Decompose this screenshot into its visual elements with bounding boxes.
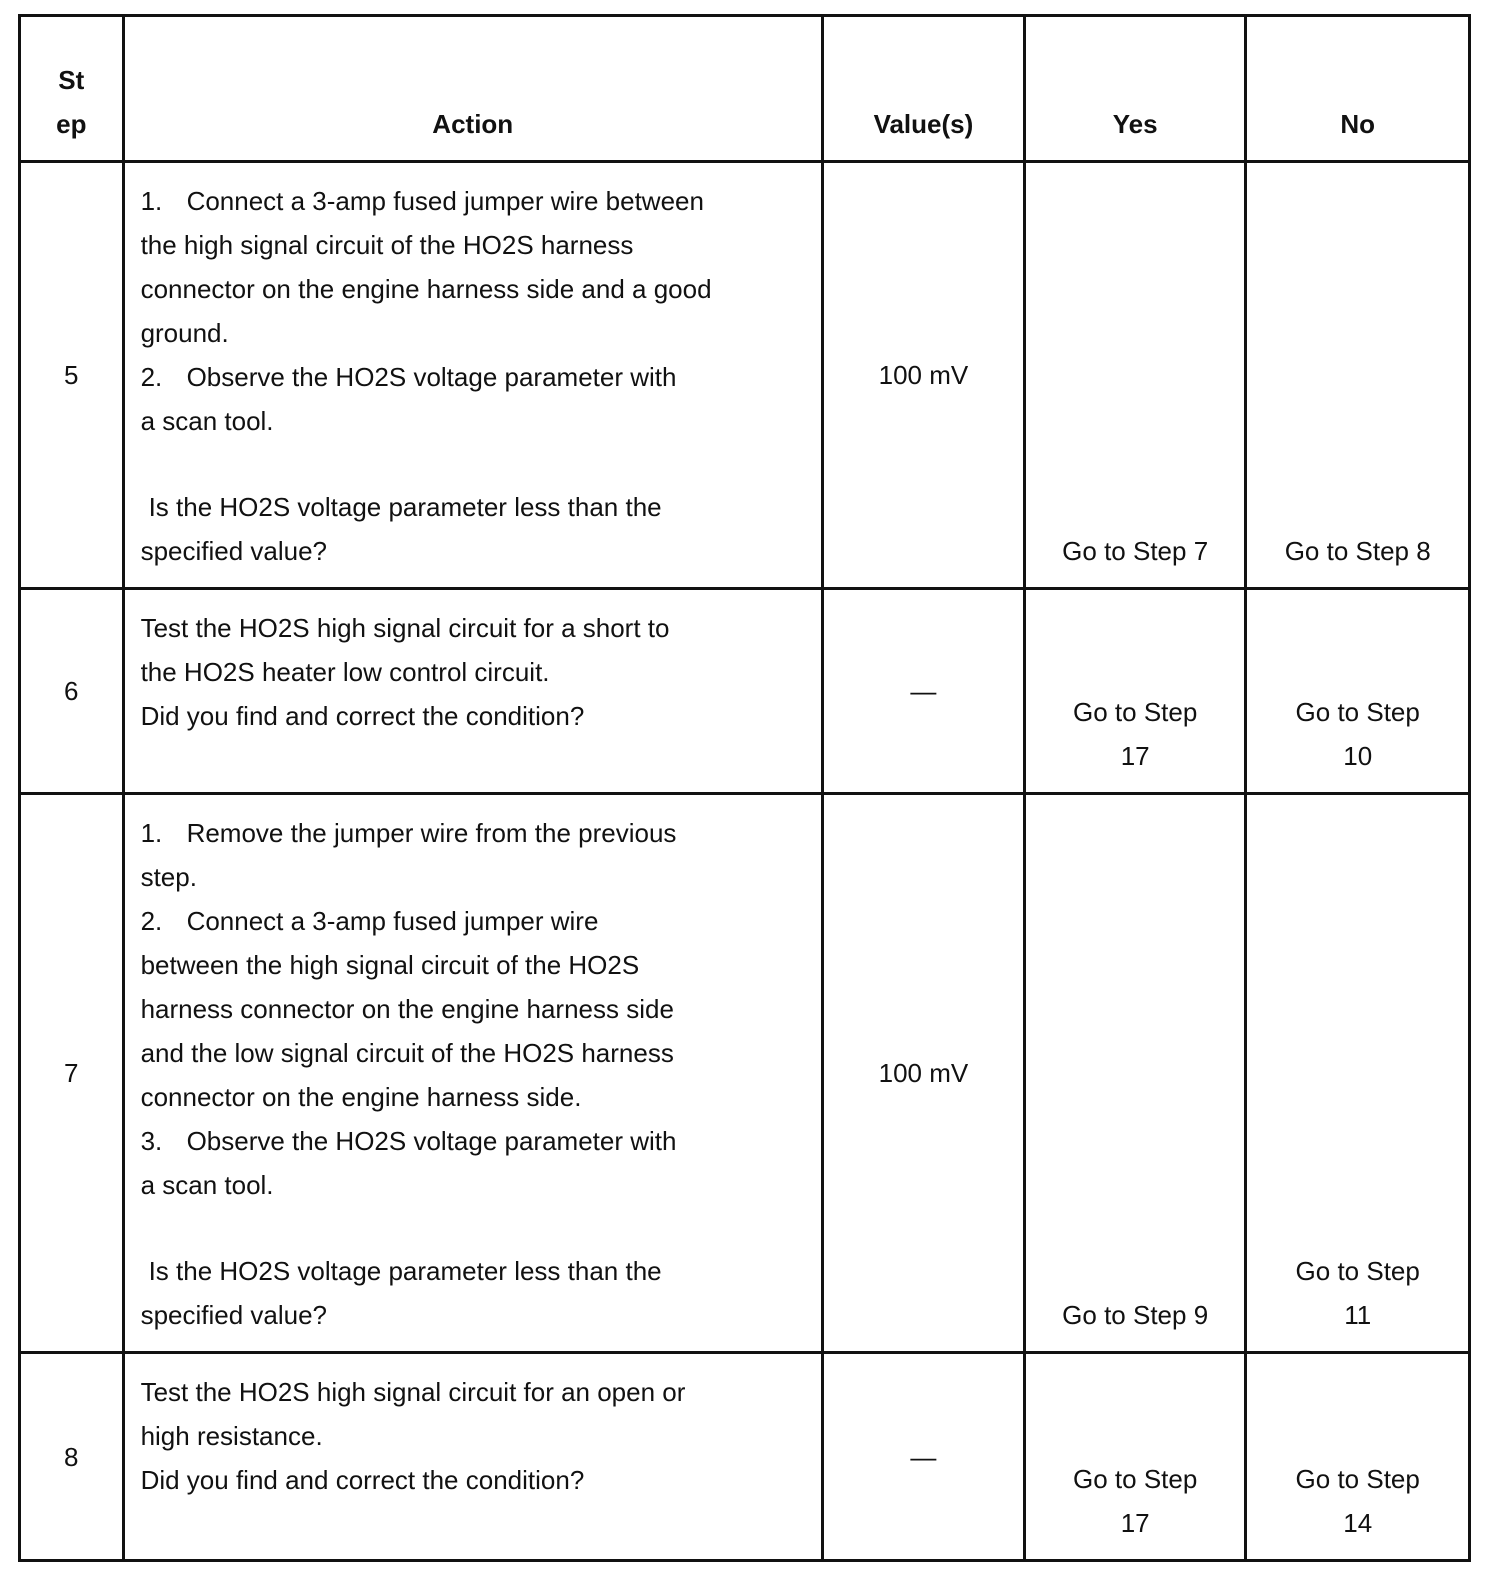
action-cell — [123, 589, 822, 794]
action-cell — [123, 162, 822, 589]
item-number: 3. — [140, 1126, 163, 1156]
action-text: a scan tool. — [140, 1170, 274, 1200]
action-line: Test the HO2S high signal circuit for a short to — [140, 613, 670, 643]
step-number: 5 — [20, 162, 124, 589]
table-row — [20, 1353, 1470, 1561]
step-number: 8 — [20, 1353, 124, 1561]
item-number: 2. — [140, 362, 163, 392]
yes-cell — [1024, 589, 1245, 794]
no-text: 11 — [1344, 1300, 1372, 1330]
value-cell: — — [822, 1353, 1024, 1561]
action-text: connector on the engine harness side and a good — [140, 274, 712, 304]
action-line — [141, 811, 801, 855]
no-text: Go to Step — [1295, 697, 1420, 727]
header-step-line-2: ep — [56, 109, 87, 139]
action-line — [141, 355, 801, 399]
table-row — [20, 794, 1470, 1353]
header-row — [20, 16, 1470, 162]
action-text: harness connector on the engine harness side — [140, 994, 674, 1024]
no-text: 14 — [1343, 1508, 1373, 1538]
action-line: Did you find and correct the condition? — [140, 1465, 585, 1495]
action-line — [141, 1031, 801, 1075]
step-number: 7 — [20, 794, 124, 1353]
action-cell — [123, 794, 822, 1353]
table-row — [20, 589, 1470, 794]
diagnostic-table — [18, 14, 1471, 1562]
header-no: No — [1246, 16, 1470, 162]
value-cell: 100 mV — [822, 162, 1024, 589]
action-text: and the low signal circuit of the HO2S harness — [140, 1038, 674, 1068]
value-cell: — — [822, 589, 1024, 794]
action-line — [141, 899, 801, 943]
no-cell — [1246, 589, 1470, 794]
no-text: Go to Step — [1295, 1256, 1420, 1286]
table-row — [20, 162, 1470, 589]
no-text: 10 — [1343, 741, 1373, 771]
action-line — [141, 267, 801, 311]
action-line — [141, 1119, 801, 1163]
no-text: Go to Step 8 — [1284, 536, 1431, 566]
yes-cell — [1024, 1353, 1245, 1561]
action-line — [141, 1163, 801, 1207]
action-line — [141, 399, 801, 443]
yes-text: Go to Step 9 — [1062, 1300, 1209, 1330]
action-line: high resistance. — [140, 1421, 323, 1451]
action-line: Did you find and correct the condition? — [140, 701, 585, 731]
no-cell — [1246, 1353, 1470, 1561]
item-number: 1. — [140, 818, 163, 848]
yes-text: Go to Step — [1073, 697, 1198, 727]
header-step-line-1: St — [58, 65, 85, 95]
question-line: Is the HO2S voltage parameter less than the — [148, 1256, 662, 1286]
action-line — [141, 943, 801, 987]
yes-text: 17 — [1120, 1508, 1150, 1538]
action-text: Connect a 3-amp fused jumper wire — [186, 906, 599, 936]
no-cell — [1246, 794, 1470, 1353]
step-number: 6 — [20, 589, 124, 794]
yes-text: Go to Step 7 — [1062, 536, 1209, 566]
item-number: 1. — [140, 186, 163, 216]
yes-cell — [1024, 162, 1245, 589]
action-text: between the high signal circuit of the HO2S — [140, 950, 640, 980]
action-text: ground. — [140, 318, 229, 348]
action-text: Remove the jumper wire from the previous — [186, 818, 677, 848]
no-text: Go to Step — [1295, 1464, 1420, 1494]
header-values: Value(s) — [822, 16, 1024, 162]
header-yes: Yes — [1024, 16, 1245, 162]
item-number: 2. — [140, 906, 163, 936]
action-text: Connect a 3-amp fused jumper wire between — [186, 186, 704, 216]
action-text: step. — [140, 862, 197, 892]
action-text: Observe the HO2S voltage parameter with — [186, 362, 677, 392]
action-text: connector on the engine harness side. — [140, 1082, 582, 1112]
yes-text: 17 — [1120, 741, 1150, 771]
action-text: Observe the HO2S voltage parameter with — [186, 1126, 677, 1156]
action-line — [141, 1075, 801, 1119]
action-cell — [123, 1353, 822, 1561]
yes-cell — [1024, 794, 1245, 1353]
action-line — [141, 311, 801, 355]
action-line: Test the HO2S high signal circuit for an open or — [140, 1377, 686, 1407]
spacer — [141, 1207, 801, 1249]
header-step — [20, 16, 124, 162]
action-text: a scan tool. — [140, 406, 274, 436]
action-line — [141, 223, 801, 267]
question-line: specified value? — [140, 536, 328, 566]
action-line: the HO2S heater low control circuit. — [140, 657, 550, 687]
action-line — [141, 987, 801, 1031]
header-action: Action — [123, 16, 822, 162]
action-text: the high signal circuit of the HO2S harness — [140, 230, 634, 260]
question-line: specified value? — [140, 1300, 328, 1330]
yes-text: Go to Step — [1073, 1464, 1198, 1494]
spacer — [141, 443, 801, 485]
question-line: Is the HO2S voltage parameter less than the — [148, 492, 662, 522]
value-cell: 100 mV — [822, 794, 1024, 1353]
action-line — [141, 179, 801, 223]
no-cell — [1246, 162, 1470, 589]
action-line — [141, 855, 801, 899]
